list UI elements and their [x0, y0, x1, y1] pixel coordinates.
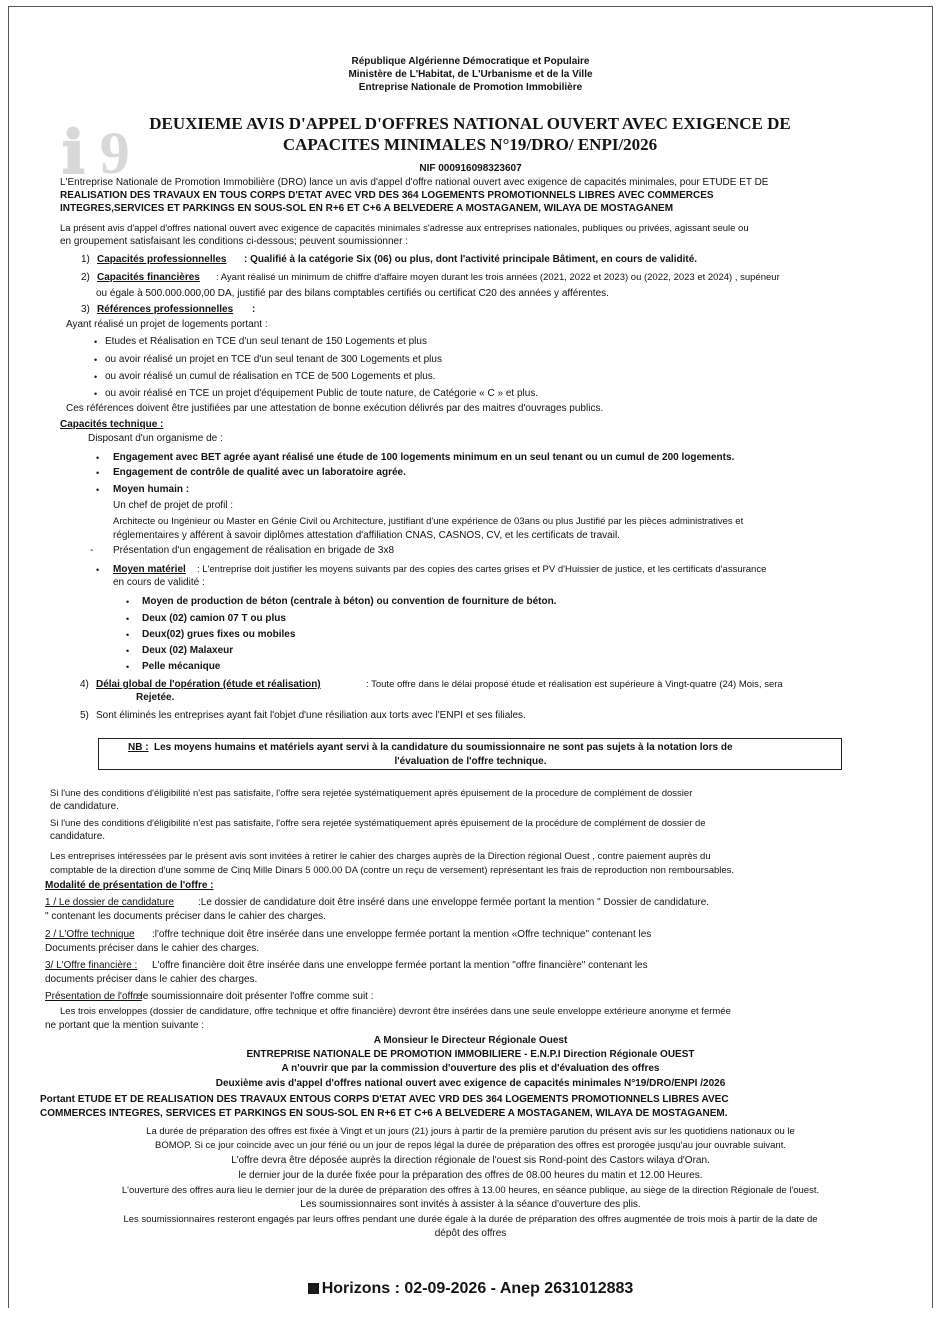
material-item: Deux(02) grues fixes ou mobiles: [142, 629, 296, 640]
bullet-dot: •: [96, 485, 100, 495]
notice-title-line2: CAPACITES MINIMALES N°19/DRO/ ENPI/2026: [282, 135, 658, 154]
criterion-1-text: : Qualifié à la catégorie Six (06) ou plus, dont l'activité principale Bâtiment, en cours de validité.: [244, 254, 698, 265]
closing-line4: le dernier jour de la durée fixée pour la préparation des offres de 08.00 heures du matin et 12.00 Heures.: [238, 1170, 703, 1181]
brigade-engagement: Présentation d'un engagement de réalisation en brigade de 3x8: [113, 545, 395, 556]
bullet-dot: •: [96, 468, 100, 478]
condition-p2-line2: candidature.: [50, 831, 106, 842]
address-line4: Deuxième avis d'appel d'offres national ouvert avec exigence de capacités minimales N°19/DRO/ENPI /2026: [215, 1078, 726, 1089]
closing-line2: BOMOP. Si ce jour coincide avec un jour férié ou un jour de repos légal la durée de préparation des offres est prorogée jusqu'au jour ouvrable suivant.: [155, 1140, 786, 1151]
technical-offer-label: 2 / L'Offre technique: [45, 929, 135, 940]
eliminated-number: 5): [80, 710, 89, 721]
address-line6: COMMERCES INTEGRES, SERVICES ET PARKINGS EN SOUS-SOL EN R+6 ET C+6 A BELVEDERE A MOSTAGANEM, WILAYA DE MOSTAGANEM.: [40, 1108, 728, 1119]
delay-text: : Toute offre dans le délai proposé étude et réalisation est supérieure à Vingt-quatre (24) Mois, sera: [366, 679, 783, 690]
reference-item: ou avoir réalisé en TCE un projet d'équipement Public de toute nature, de Catégorie « C » et plus.: [105, 388, 539, 399]
bullet-dot: •: [94, 355, 98, 365]
square-icon: [308, 1283, 319, 1294]
nb-line2: l'évaluation de l'offre technique.: [394, 756, 547, 767]
intro-line1: L'Entreprise Nationale de Promotion Immobilière (DRO) lance un avis d'appel d'offre national ouvert avec exigence de capacités minimales, pour ETUDE ET DE: [60, 177, 769, 188]
criterion-2-label: Capacités financières: [97, 272, 200, 283]
technical-item-human: Moyen humain :: [113, 484, 190, 495]
bullet-dot: •: [126, 646, 130, 656]
address-line1: A Monsieur le Directeur Régionale Ouest: [373, 1035, 568, 1046]
material-item: Deux (02) Malaxeur: [142, 645, 234, 656]
reference-item: Etudes et Réalisation en TCE d'un seul tenant de 150 Logements et plus: [105, 336, 427, 347]
offer-presentation-text: : le soumissionnaire doit présenter l'offre comme suit :: [135, 991, 374, 1002]
scope-line1: La présent avis d'appel d'offres national ouvert avec exigence de capacités minimales s'adresse aux entreprises nationales, publiques ou privées, agissant seule ou: [60, 223, 749, 234]
profile-line2: réglementaires y afférent à savoir diplômes attestation d'affiliation CNAS, CASNOS, CV, et les certificats de travail.: [113, 530, 620, 541]
publication-reference: Horizons : 02-09-2026 - Anep 2631012883: [321, 1280, 634, 1297]
delay-text-cont: Rejetée.: [136, 692, 175, 703]
scope-line2: en groupement satisfaisant les conditions ci-dessous; peuvent soumissionner :: [60, 236, 408, 247]
closing-line3: L'offre devra être déposée auprès la direction régionale de l'ouest sis Rond-point des Castors wilaya d'Oran.: [231, 1155, 710, 1166]
reference-item: ou avoir réalisé un projet en TCE d'un seul tenant de 300 Logements et plus: [105, 354, 442, 365]
bullet-dot: •: [96, 453, 100, 463]
technical-item-material-text: : L'entreprise doit justifier les moyens suivants par des copies des cartes grises et PV d'Huissier de justice, et les certificats d'assurance: [197, 564, 767, 575]
closing-line7: Les soumissionnaires resteront engagés par leurs offres pendant une durée égale à la durée de préparation des offres augmentée de trois mois à partir de la date de: [123, 1214, 818, 1225]
condition-p3-line1: Les entreprises intéressées par le présent avis sont invitées à retirer le cahier des charges auprès de la Direction régional Ouest , contre paiement auprès du: [50, 851, 711, 862]
dossier-text: :Le dossier de candidature doit être inséré dans une enveloppe fermée portant la mention " Dossier de candidature.: [198, 897, 710, 908]
technical-item-bet: Engagement avec BET agrée ayant réalisé une étude de 100 logements minimum en un seul tenant ou un cumul de 200 logements.: [113, 452, 735, 463]
nif-number: NIF 000916098323607: [419, 163, 522, 174]
references-note: Ces références doivent être justifiées par une attestation de bonne exécution délivrés par des maitres d'ouvrages publics.: [66, 403, 604, 414]
technical-item-quality: Engagement de contrôle de qualité avec un laboratoire agrée.: [113, 467, 406, 478]
reference-item: ou avoir réalisé un cumul de réalisation en TCE de 500 Logements et plus.: [105, 371, 436, 382]
header-enterprise: Entreprise Nationale de Promotion Immobilière: [358, 82, 583, 93]
technical-item-material-text-cont: en cours de validité :: [113, 577, 205, 588]
address-line3: A n'ouvrir que par la commission d'ouverture des plis et d'évaluation des offres: [281, 1063, 660, 1074]
condition-p1-line2: de candidature.: [50, 801, 119, 812]
condition-p1-line1: Si l'une des conditions d'éligibilité n'est pas satisfaite, l'offre sera rejetée systématiquement après épuisement de la procedure de complément de dossier: [50, 788, 693, 799]
criterion-3-colon: :: [252, 304, 256, 315]
bullet-dot: •: [126, 614, 130, 624]
financial-offer-label: 3/ L'Offre financière :: [45, 960, 138, 971]
dash-marker: -: [90, 545, 94, 556]
condition-p2-line1: Si l'une des conditions d'éligibilité n'est pas satisfaite, l'offre sera rejetée systématiquement après épuisement de la procédure de complément de dossier de: [50, 818, 706, 829]
technical-intro: Disposant d'un organisme de :: [88, 433, 223, 444]
closing-line5: L'ouverture des offres aura lieu le dernier jour de la durée de préparation des offres à 13.00 heures, en séance publique, au siège de la direction Régionale de l'ouest.: [121, 1185, 820, 1196]
bullet-dot: •: [96, 565, 100, 575]
closing-line6: Les soumissionnaires sont invités à assister à la séance d'ouverture des plis.: [300, 1199, 641, 1210]
dossier-text-cont: " contenant les documents préciser dans le cahier des charges.: [45, 911, 326, 922]
notice-title-line1: DEUXIEME AVIS D'APPEL D'OFFRES NATIONAL OUVERT AVEC EXIGENCE DE: [149, 114, 791, 133]
financial-offer-text: L'offre financière doit être insérée dans une enveloppe fermée portant la mention "offre financière" contenant les: [152, 960, 648, 971]
criterion-1-label: Capacités professionnelles: [97, 254, 227, 265]
financial-offer-text-cont: documents préciser dans le cahier des charges.: [45, 974, 258, 985]
criterion-3-number: 3): [81, 304, 90, 315]
delay-number: 4): [80, 679, 89, 690]
header-republic: République Algérienne Démocratique et Populaire: [351, 56, 590, 67]
intro-line3: INTEGRES,SERVICES ET PARKINGS EN SOUS-SOL EN R+6 ET C+6 A BELVEDERE A MOSTAGANEM, WILAYA DE MOSTAGANEM: [60, 203, 674, 214]
intro-line2: REALISATION DES TRAVAUX EN TOUS CORPS D'ETAT AVEC VRD DES 364 LOGEMENTS PROMOTIONNELS LIBRES AVEC COMMERCES: [60, 190, 714, 201]
material-item: Moyen de production de béton (centrale à béton) ou convention de fourniture de béton.: [142, 596, 557, 607]
header-ministry: Ministère de L'Habitat, de L'Urbanisme et de la Ville: [348, 69, 593, 80]
material-item: Pelle mécanique: [142, 661, 221, 672]
closing-line8: dépôt des offres: [434, 1228, 507, 1239]
bullet-dot: •: [126, 662, 130, 672]
bullet-dot: •: [94, 372, 98, 382]
scan-stain: ℹ 9: [62, 120, 130, 186]
condition-p3-line2: comptable de la direction d'une somme de Cinq Mille Dinars 5 000.00 DA (contre un reçu de versement) représentant les frais de reproduction non remboursables.: [50, 865, 735, 876]
criterion-2-text: : Ayant réalisé un minimum de chiffre d'affaire moyen durant les trois années (2021, 2022 et 2023) ou (2022, 2023 et 2024) , supéneur: [216, 272, 780, 283]
envelopes-line1: Les trois enveloppes (dossier de candidature, offre technique et offre financière) devront être insérées dans une seule enveloppe extérieure anonyme et fermée: [60, 1006, 731, 1017]
delay-label: Délai global de l'opération (étude et réalisation): [96, 679, 321, 690]
nb-line1: Les moyens humains et matériels ayant servi à la candidature du soumissionnaire ne sont pas sujets à la notation lors de: [154, 742, 733, 753]
technical-capacity-label: Capacités technique :: [60, 419, 164, 430]
eliminated-text: Sont éliminés les entreprises ayant fait l'objet d'une résiliation aux torts avec l'ENPI et ses filiales.: [96, 710, 526, 721]
references-intro: Ayant réalisé un projet de logements portant :: [66, 319, 268, 330]
offer-presentation-label: Présentation de l'offre: [45, 991, 142, 1002]
project-chief: Un chef de projet de profil :: [113, 500, 234, 511]
technical-offer-text-cont: Documents préciser dans le cahier des charges.: [45, 943, 259, 954]
material-item: Deux (02) camion 07 T ou plus: [142, 613, 286, 624]
bullet-dot: •: [94, 337, 98, 347]
address-line2: ENTREPRISE NATIONALE DE PROMOTION IMMOBILIERE - E.N.P.I Direction Régionale OUEST: [246, 1049, 695, 1060]
presentation-modalities-label: Modalité de présentation de l'offre :: [45, 880, 214, 891]
address-line5: Portant ETUDE ET DE REALISATION DES TRAVAUX ENTOUS CORPS D'ETAT AVEC VRD DES 364 LOGEMENTS PROMOTIONNELS LIBRES AVEC: [40, 1094, 729, 1105]
dossier-label: 1 / Le dossier de candidature: [45, 897, 174, 908]
criterion-1-number: 1): [81, 254, 90, 265]
criterion-2-text-cont: ou égale à 500.000.000,00 DA, justifié par des bilans comptables certifiés ou certificat C20 des années y afférentes.: [96, 288, 609, 299]
bullet-dot: •: [94, 389, 98, 399]
closing-line1: La durée de préparation des offres est fixée à Vingt et un jours (21) jours à partir de la première parution du présent avis sur les quotidiens nationaux ou le: [146, 1126, 795, 1137]
bullet-dot: •: [126, 597, 130, 607]
criterion-3-label: Références professionnelles: [97, 304, 234, 315]
technical-item-material-label: Moyen matériel: [113, 564, 186, 575]
profile-line1: Architecte ou Ingénieur ou Master en Génie Civil ou Architecture, justifiant d'une expérience de 03ans ou plus Justifié par les pièces administratives et: [113, 516, 744, 527]
technical-offer-text: :l'offre technique doit être insérée dans une enveloppe fermée portant la mention «Offre technique" contenant les: [152, 929, 652, 940]
nb-label: NB :: [128, 742, 149, 753]
envelopes-line2: ne portant que la mention suivante :: [45, 1020, 204, 1031]
criterion-2-number: 2): [81, 272, 90, 283]
bullet-dot: •: [126, 630, 130, 640]
publication-footer: [0, 1279, 941, 1299]
